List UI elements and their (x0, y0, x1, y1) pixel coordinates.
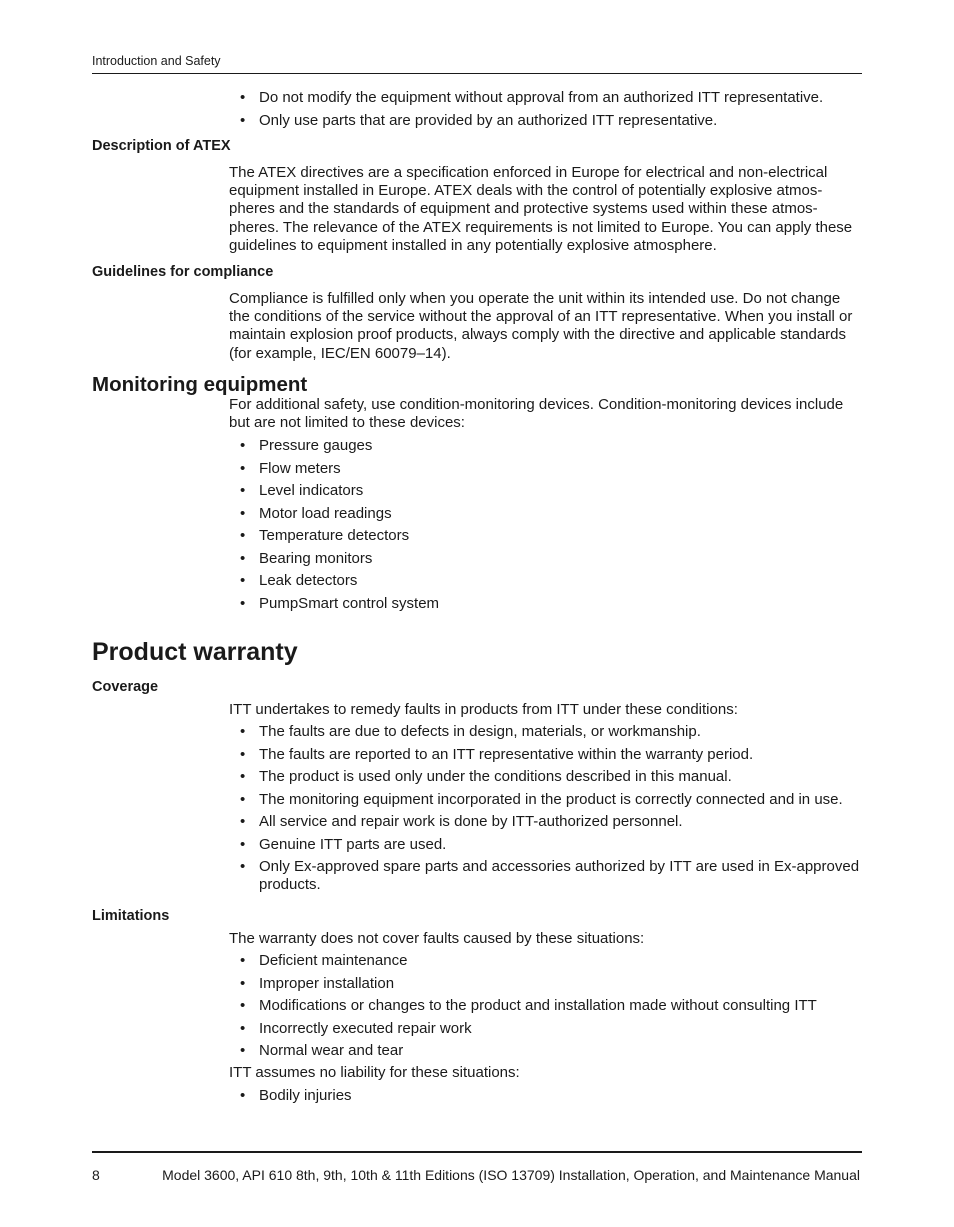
top-list (229, 89, 861, 134)
monitoring-list (229, 437, 861, 617)
monitoring-intro: For additional safety, use condition-monitoring devices. Condition-monitoring devices include but are not limited to these devices: (229, 396, 844, 432)
list-item: • Improper installation (229, 975, 861, 993)
list-item: • Flow meters (229, 460, 861, 478)
list-item: • Deficient maintenance (229, 952, 861, 970)
warranty-heading: Product warranty (92, 638, 298, 666)
list-item: • PumpSmart control system (229, 595, 861, 613)
list-item: • Genuine ITT parts are used. (229, 836, 861, 854)
limitations-list (229, 952, 861, 1065)
list-item: • The faults are due to defects in design, materials, or workmanship. (229, 723, 861, 741)
header-rule (92, 73, 862, 74)
compliance-body: Compliance is fulfilled only when you operate the unit within its intended use. Do not change the conditions of the service without the approval of an ITT representative. When you install or maintain explosion proof products, always comply with the directive and applicable standards (for example, IEC/EN 60079–14). (229, 290, 853, 362)
list-item: • Normal wear and tear (229, 1042, 861, 1060)
list-item: • Leak detectors (229, 572, 861, 590)
atex-body: The ATEX directives are a specification enforced in Europe for electrical and non-electrical equipment installed in Europe. ATEX deals with the control of potentially explosive atmos-pheres and the standards of equipment and protective systems used within these atmos-pheres. The relevance of the ATEX requirements is not limited to Europe. You can apply these guidelines to equipment installed in any potentially explosive atmosphere. (229, 164, 853, 254)
list-item: • Motor load readings (229, 505, 861, 523)
list-item: • The faults are reported to an ITT representative within the warranty period. (229, 746, 861, 764)
list-item: • The product is used only under the conditions described in this manual. (229, 768, 861, 786)
list-item: • Bodily injuries (229, 1087, 861, 1105)
page-number: 8 (92, 1167, 100, 1183)
liability-intro: ITT assumes no liability for these situations: (229, 1064, 520, 1081)
monitoring-heading: Monitoring equipment (92, 373, 308, 396)
list-item: • Bearing monitors (229, 550, 861, 568)
liability-list (229, 1087, 861, 1110)
limitations-intro: The warranty does not cover faults caused by these situations: (229, 930, 645, 947)
list-item: • Incorrectly executed repair work (229, 1020, 861, 1038)
list-item: • Modifications or changes to the product and installation made without consulting ITT (229, 997, 861, 1015)
footer-title: Model 3600, API 610 8th, 9th, 10th & 11th Editions (ISO 13709) Installation, Operation, and Maintenance Manual (162, 1167, 860, 1183)
list-item: • All service and repair work is done by ITT-authorized personnel. (229, 813, 861, 831)
compliance-heading: Guidelines for compliance (92, 264, 274, 280)
coverage-intro: ITT undertakes to remedy faults in products from ITT under these conditions: (229, 701, 738, 718)
limitations-heading: Limitations (92, 908, 170, 924)
list-item: • Temperature detectors (229, 527, 861, 545)
list-item: • The monitoring equipment incorporated in the product is correctly connected and in use. (229, 791, 861, 809)
atex-heading: Description of ATEX (92, 138, 231, 154)
running-header: Introduction and Safety (92, 54, 221, 68)
list-item: • Pressure gauges (229, 437, 861, 455)
list-item: • Do not modify the equipment without approval from an authorized ITT representative. (229, 89, 861, 107)
list-item: • Only use parts that are provided by an authorized ITT representative. (229, 112, 861, 130)
coverage-heading: Coverage (92, 679, 159, 695)
list-item: • Only Ex-approved spare parts and accessories authorized by ITT are used in Ex-approved products. (229, 858, 861, 894)
coverage-list (229, 723, 861, 899)
footer-rule (92, 1151, 862, 1153)
list-item: • Level indicators (229, 482, 861, 500)
